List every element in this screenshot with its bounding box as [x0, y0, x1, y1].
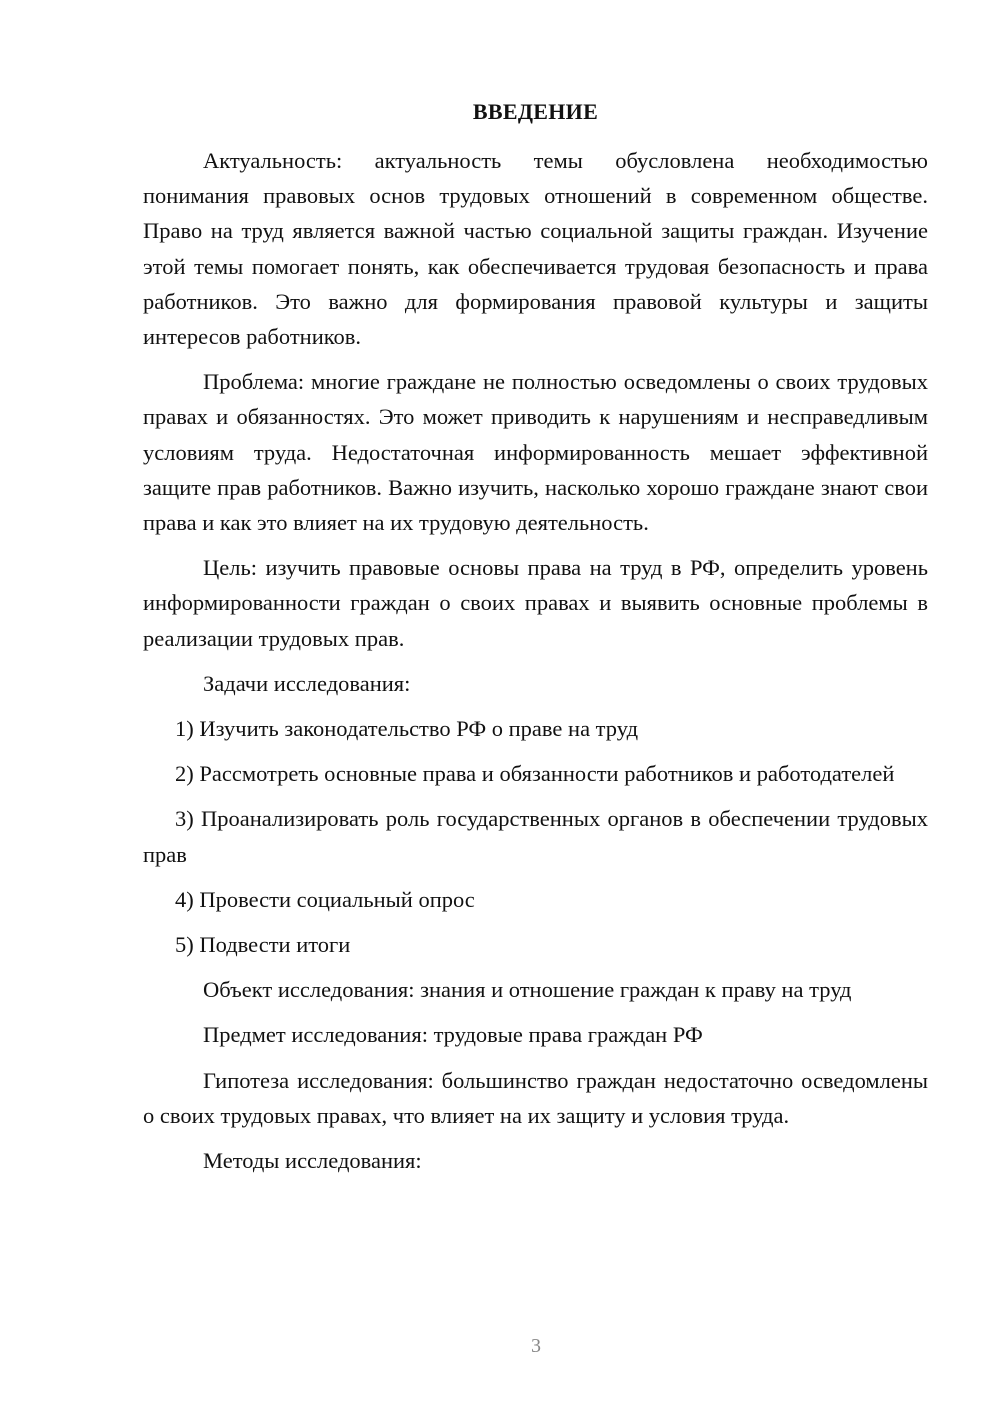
- task-item-3: 3) Проанализировать роль государственных органов в обеспечении трудовых прав: [143, 806, 928, 867]
- goal-paragraph: Цель: изучить правовые основы права на труд в РФ, определить уровень информированности граждан о своих правах и выявить основные проблемы в реализации трудовых прав.: [143, 555, 928, 651]
- task-item-5: 5) Подвести итоги: [175, 932, 351, 958]
- methods-heading: Методы исследования:: [203, 1148, 422, 1174]
- research-object: Объект исследования: знания и отношение граждан к праву на труд: [203, 977, 852, 1003]
- research-subject: Предмет исследования: трудовые права граждан РФ: [203, 1022, 703, 1048]
- task-item-1: 1) Изучить законодательство РФ о праве на труд: [175, 716, 639, 742]
- tasks-heading: Задачи исследования:: [203, 670, 411, 696]
- task-item-2: 2) Рассмотреть основные права и обязанности работников и работодателей: [175, 761, 895, 787]
- page-title: ВВЕДЕНИЕ: [472, 99, 599, 124]
- task-item-4: 4) Провести социальный опрос: [175, 886, 475, 912]
- relevance-paragraph: Актуальность: актуальность темы обусловлена необходимостью понимания правовых основ трудовых отношений в современном обществе. Право на труд является важной частью социальной защиты граждан. Изучение этой темы помогает понять, как обеспечивается трудовая безопасность и права работников. Это важно для формирования правовой культуры и защиты интересов работников.: [143, 148, 928, 350]
- document-body: [143, 143, 928, 1178]
- research-hypothesis: Гипотеза исследования: большинство граждан недостаточно осведомлены о своих трудовых правах, что влияет на их защиту и условия труда.: [143, 1067, 928, 1128]
- problem-paragraph: Проблема: многие граждане не полностью осведомлены о своих трудовых правах и обязанностях. Это может приводить к нарушениям и несправедливым условиям труда. Недостаточная информированность мешает эффективной защите прав работников. Важно изучить, насколько хорошо граждане знают свои права и как это влияет на их трудовую деятельность.: [143, 369, 928, 536]
- page-number: 3: [531, 1335, 541, 1357]
